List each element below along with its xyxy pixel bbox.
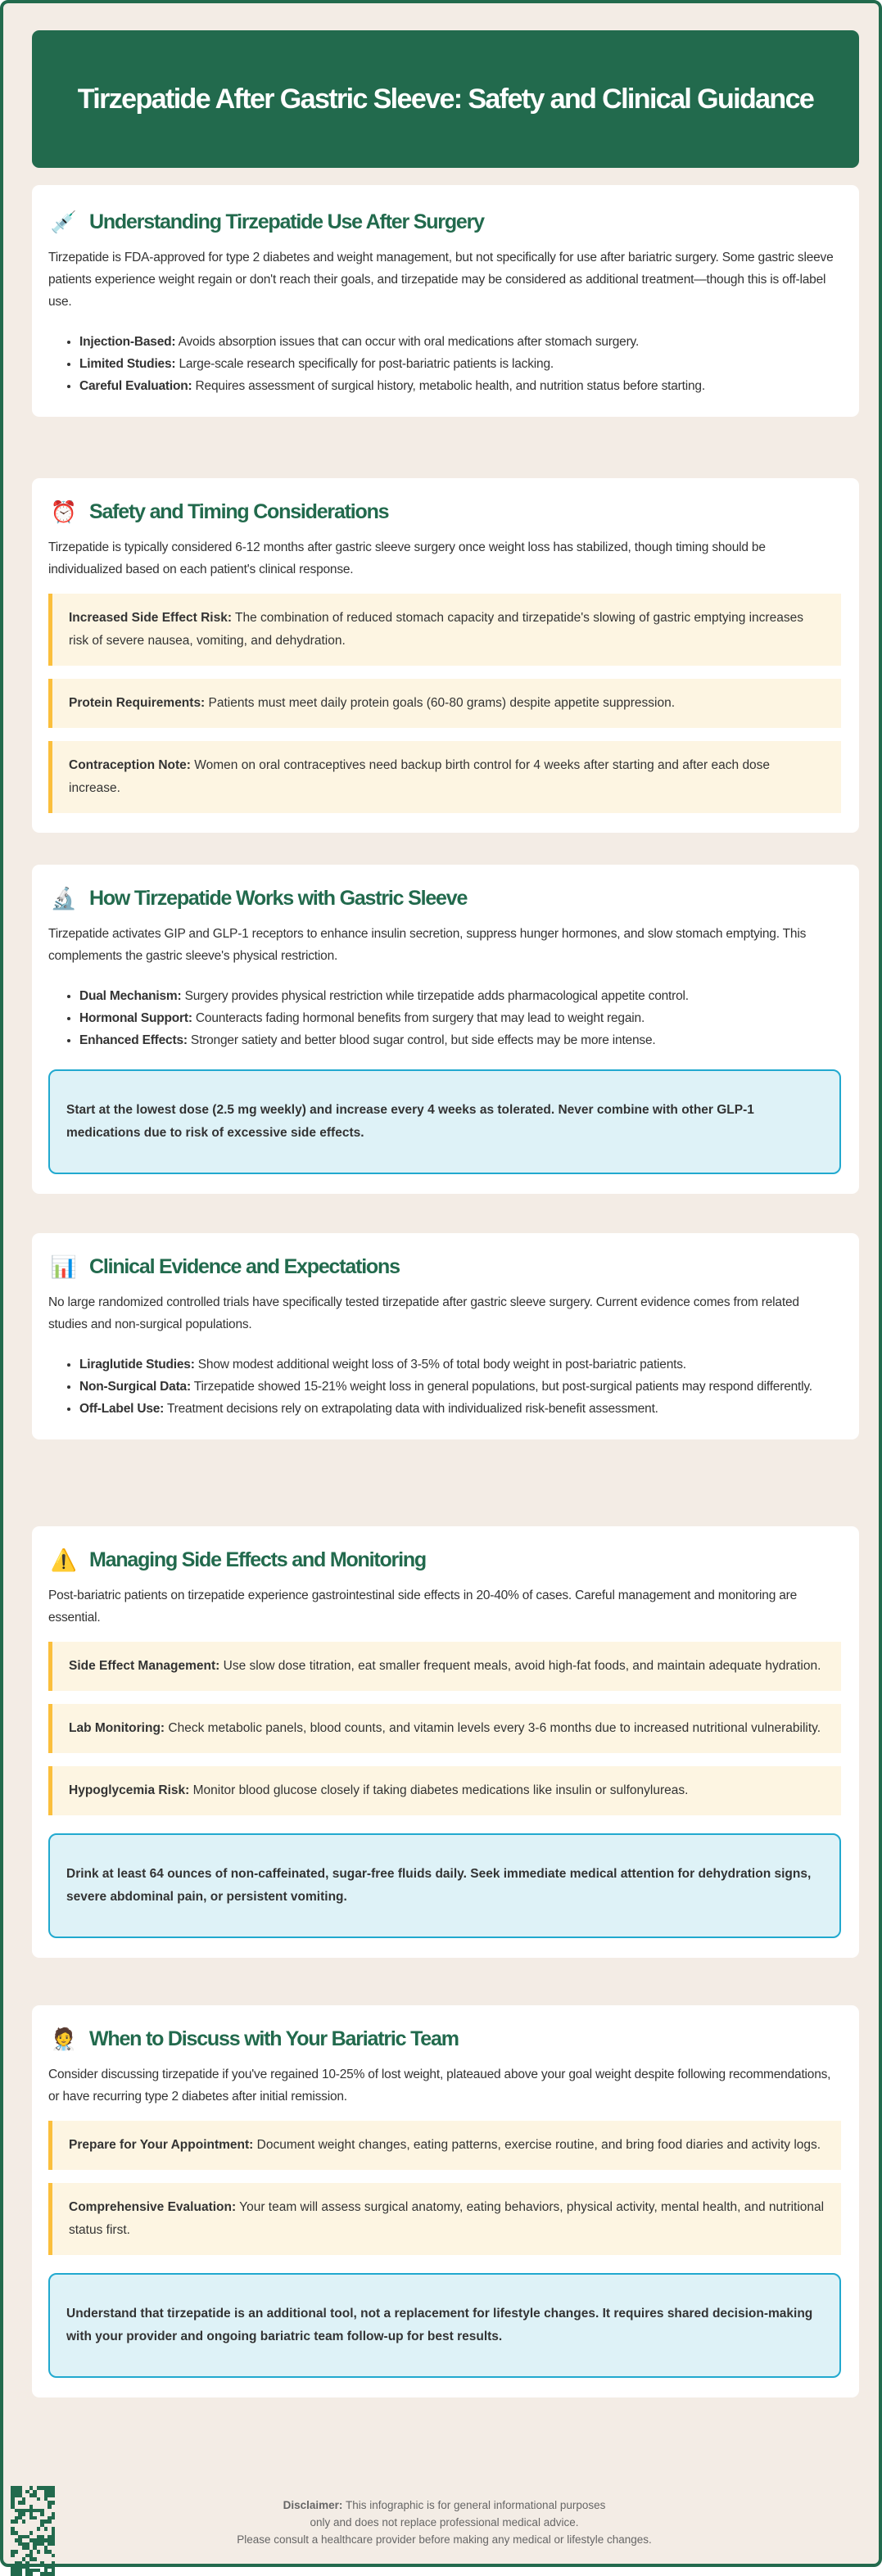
section-card [32, 2005, 859, 2397]
callout-note [48, 1642, 841, 1691]
bullet-list [79, 1354, 841, 1420]
note-label: Lab Monitoring: [69, 1721, 165, 1735]
list-item [79, 1354, 841, 1376]
item-label: Enhanced Effects: [79, 1033, 188, 1047]
note-label: Comprehensive Evaluation: [69, 2200, 237, 2214]
section-title: Understanding Tirzepatide Use After Surgery [89, 210, 484, 233]
section-title: Safety and Timing Considerations [89, 500, 389, 523]
list-item [79, 1376, 841, 1398]
item-text: Treatment decisions rely on extrapolating data with individualized risk-benefit assessment. [164, 1402, 658, 1416]
tip-box: Drink at least 64 ounces of non-caffeinated, sugar-free fluids daily. Seek immediate medical attention for dehydration signs, severe abdominal pain, or persistent vomiting. [48, 1833, 841, 1938]
section-card [32, 865, 859, 1194]
list-item [79, 1398, 841, 1420]
item-text: Requires assessment of surgical history, metabolic health, and nutrition status before starting. [192, 379, 705, 393]
note-label: Hypoglycemia Risk: [69, 1783, 190, 1797]
list-item [79, 353, 841, 375]
item-text: Surgery provides physical restriction while tirzepatide adds pharmacological appetite control. [181, 989, 689, 1003]
bullet-list [79, 985, 841, 1051]
tip-box: Understand that tirzepatide is an additional tool, not a replacement for lifestyle changes. It requires shared decision-making with your provider and ongoing bariatric team follow-up for best results. [48, 2273, 841, 2378]
section-header [50, 499, 841, 525]
item-text: Large-scale research specifically for post-bariatric patients is lacking. [175, 357, 554, 371]
note-label: Prepare for Your Appointment: [69, 2138, 254, 2152]
bar-chart-icon: 📊 [50, 1254, 78, 1279]
note-text: Check metabolic panels, blood counts, and vitamin levels every 3-6 months due to increased nutritional vulnerability. [165, 1721, 821, 1735]
item-label: Liraglutide Studies: [79, 1358, 195, 1372]
item-label: Injection-Based: [79, 335, 176, 349]
callout-note [48, 2121, 841, 2170]
tip-box: Start at the lowest dose (2.5 mg weekly) and increase every 4 weeks as tolerated. Never combine with other GLP-1 medications due to risk of excessive side effects. [48, 1069, 841, 1174]
note-text: Use slow dose titration, eat smaller frequent meals, avoid high-fat foods, and maintain adequate hydration. [219, 1659, 821, 1673]
section-intro: Post-bariatric patients on tirzepatide experience gastrointestinal side effects in 20-40% of cases. Careful management and monitoring are essential. [48, 1589, 798, 1625]
callout-note [48, 1704, 841, 1753]
section-header [50, 886, 841, 911]
warning-icon: ⚠️ [50, 1548, 78, 1572]
section-intro: Tirzepatide activates GIP and GLP-1 receptors to enhance insulin secretion, suppress hunger hormones, and slow stomach emptying. This complements the gastric sleeve's physical restriction. [48, 927, 807, 963]
syringe-icon: 💉 [50, 210, 78, 234]
disclaimer-line: only and does not replace professional medical advice. [310, 2516, 579, 2529]
disclaimer [3, 2497, 882, 2548]
item-text: Stronger satiety and better blood sugar control, but side effects may be more intense. [187, 1033, 656, 1047]
note-label: Protein Requirements: [69, 696, 206, 710]
section-header [50, 210, 841, 235]
list-item [79, 1029, 841, 1051]
section-header [50, 1548, 841, 1573]
item-text: Tirzepatide showed 15-21% weight loss in general populations, but post-surgical patients may respond differently. [190, 1380, 812, 1394]
section-title: Clinical Evidence and Expectations [89, 1255, 400, 1278]
section-header [50, 1254, 841, 1280]
callout-note [48, 679, 841, 728]
item-label: Non-Surgical Data: [79, 1380, 191, 1394]
item-text: Avoids absorption issues that can occur with oral medications after stomach surgery. [175, 335, 640, 349]
disclaimer-line: Please consult a healthcare provider before making any medical or lifestyle changes. [237, 2533, 652, 2546]
list-item [79, 331, 841, 353]
health-worker-icon: 🧑‍⚕️ [50, 2027, 78, 2051]
section-intro: Tirzepatide is FDA-approved for type 2 diabetes and weight management, but not specifically for use after bariatric surgery. Some gastric sleeve patients experience weight regain or don't reach their goals, and tirzepatide may be considered as additional treatment—though this is off-label use. [48, 251, 834, 309]
disclaimer-label: Disclaimer: [283, 2499, 343, 2511]
list-item [79, 985, 841, 1007]
qr-module [52, 2572, 56, 2576]
item-text: Counteracts fading hormonal benefits from surgery that may lead to weight regain. [192, 1011, 645, 1025]
note-label: Increased Side Effect Risk: [69, 611, 232, 625]
section-intro: No large randomized controlled trials have specifically tested tirzepatide after gastric sleeve surgery. Current evidence comes from related studies and non-surgical populations. [48, 1295, 799, 1331]
note-text: Patients must meet daily protein goals (60-80 grams) despite appetite suppression. [205, 696, 676, 710]
section-title: How Tirzepatide Works with Gastric Sleeve [89, 887, 468, 910]
page-title: Tirzepatide After Gastric Sleeve: Safety and Clinical Guidance [77, 83, 814, 115]
list-item [79, 375, 841, 397]
item-text: Show modest additional weight loss of 3-5% of total body weight in post-bariatric patients. [194, 1358, 686, 1372]
bullet-list [79, 331, 841, 397]
item-label: Off-Label Use: [79, 1402, 165, 1416]
section-title: Managing Side Effects and Monitoring [89, 1548, 426, 1571]
note-text: Your team will assess surgical anatomy, eating behaviors, physical activity, mental health, and nutritional status first. [69, 2200, 825, 2237]
section-card [32, 185, 859, 417]
note-text: Women on oral contraceptives need backup birth control for 4 weeks after starting and after each dose increase. [69, 758, 771, 795]
header-banner [32, 30, 859, 168]
item-label: Hormonal Support: [79, 1011, 192, 1025]
microscope-icon: 🔬 [50, 886, 78, 911]
callout-note [48, 741, 841, 813]
section-card [32, 1233, 859, 1439]
callout-note [48, 2183, 841, 2255]
note-text: Document weight changes, eating patterns, exercise routine, and bring food diaries and activity logs. [253, 2138, 821, 2152]
item-label: Dual Mechanism: [79, 989, 182, 1003]
section-card [32, 1526, 859, 1958]
item-label: Limited Studies: [79, 357, 176, 371]
callout-note [48, 594, 841, 666]
item-label: Careful Evaluation: [79, 379, 192, 393]
list-item [79, 1007, 841, 1029]
disclaimer-line: This infographic is for general informational purposes [342, 2499, 606, 2511]
note-label: Side Effect Management: [69, 1659, 220, 1673]
section-intro: Consider discussing tirzepatide if you've regained 10-25% of lost weight, plateaued above your goal weight despite following recommendations, or have recurring type 2 diabetes after initial remission. [48, 2068, 831, 2104]
note-text: Monitor blood glucose closely if taking diabetes medications like insulin or sulfonylureas. [189, 1783, 689, 1797]
section-card [32, 478, 859, 833]
section-title: When to Discuss with Your Bariatric Team [89, 2027, 459, 2050]
note-text: The combination of reduced stomach capacity and tirzepatide's slowing of gastric emptying increases risk of severe nausea, vomiting, and dehydration. [69, 611, 803, 648]
footer [3, 2472, 882, 2566]
callout-note [48, 1766, 841, 1815]
section-header [50, 2027, 841, 2052]
note-label: Contraception Note: [69, 758, 191, 772]
section-intro: Tirzepatide is typically considered 6-12 months after gastric sleeve surgery once weight loss has stabilized, though timing should be individualized based on each patient's clinical response. [48, 540, 766, 576]
alarm-clock-icon: ⏰ [50, 499, 78, 524]
